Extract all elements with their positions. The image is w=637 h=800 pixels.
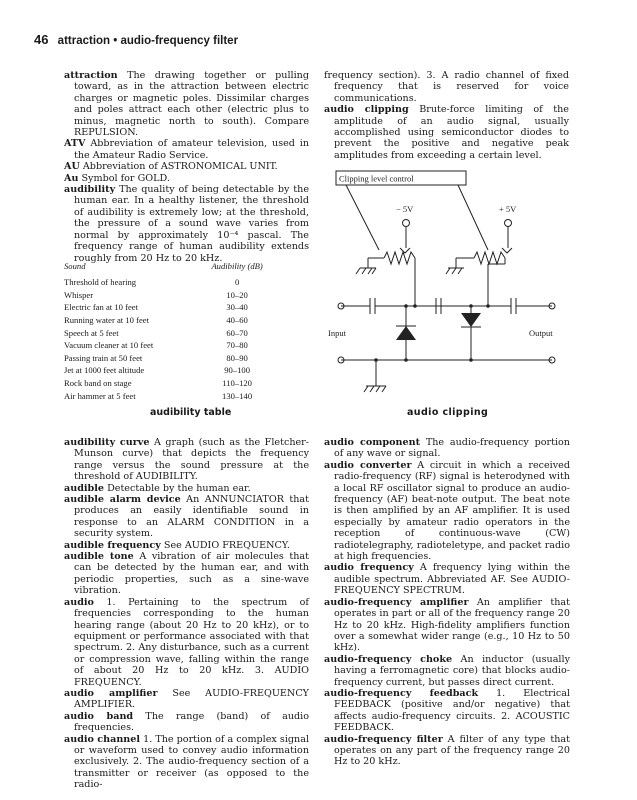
potentiometer-icon	[384, 252, 415, 264]
column-header: Audibility (dB)	[211, 261, 263, 271]
entry	[64, 437, 309, 483]
ground-icon	[364, 386, 368, 392]
db-cell: 60–70	[226, 327, 248, 338]
definition: A graph (such as the Fletcher-Munson curve) that depicts the frequency range versus the sound pressure at the threshold of AUDIBILITY.	[74, 437, 309, 483]
definition: An ANNUNCIATOR that produces an easily identifiable sound in response to an ALARM CONDITION in a security system.	[74, 494, 309, 540]
ground-icon	[446, 268, 450, 274]
headword: audio	[64, 596, 94, 608]
sound-cell: Passing train at 50 feet	[64, 352, 143, 363]
sound-cell: Running water at 10 feet	[64, 315, 149, 326]
wiper-arrow-icon	[400, 248, 410, 253]
running-header	[34, 32, 238, 47]
definition: 1. Electrical FEEDBACK (positive and/or negative) that affects audio-frequency circuits. 2. ACOUSTIC FEEDBACK.	[334, 687, 570, 734]
definition: Symbol for GOLD.	[81, 172, 170, 184]
ground-icon	[452, 268, 456, 274]
audibility-table	[64, 261, 274, 402]
diode-icon	[396, 326, 416, 340]
ground-icon	[376, 386, 380, 392]
potentiometer-icon	[474, 252, 505, 264]
entry	[64, 540, 309, 551]
table-row	[64, 314, 274, 327]
figure-caption: audio clipping	[407, 407, 489, 418]
definition: The audio-frequency portion of any wave or signal.	[334, 437, 570, 460]
input-label: Input	[328, 328, 346, 338]
headword: audio amplifier	[64, 687, 158, 699]
table-row	[64, 389, 274, 402]
headword: ATV	[64, 138, 86, 150]
table-row	[64, 276, 274, 289]
page-number: 46	[34, 32, 49, 47]
definition: 1. The portion of a complex signal or waveform used to convey audio information exclusively. 2. The audio-frequency section of a transmitter or receiver (as opposed to the radio-	[74, 733, 310, 791]
junction-dot	[486, 304, 490, 308]
headword: audibility curve	[64, 437, 150, 448]
terminal-icon	[403, 220, 410, 227]
entry	[64, 711, 309, 734]
definition: The quality of being detectable by the human ear. In a healthy listener, the threshold of audibility is extremely low; at the threshold, the pressure of a sound wave varies from normal by approximately 10⁻⁴ pascal. The frequency range of human audibility extends roughly from 20 Hz to 20 kHz.	[74, 184, 309, 264]
entry-continuation	[324, 70, 569, 104]
ground-icon	[368, 268, 372, 274]
headword: attraction	[64, 70, 118, 81]
headword: audio-frequency amplifier	[324, 596, 469, 608]
db-cell: 70–80	[226, 340, 248, 351]
column-header: Sound	[64, 261, 86, 271]
junction-dot	[469, 358, 473, 362]
entry	[64, 597, 309, 688]
headword: audio clipping	[324, 104, 409, 116]
db-cell: 30–40	[226, 302, 248, 313]
sound-cell: Air hammer at 5 feet	[64, 390, 136, 401]
ground-icon	[370, 386, 374, 392]
control-label: Clipping level control	[339, 173, 414, 184]
definition: Detectable by the human ear.	[107, 482, 251, 494]
sound-cell: Threshold of hearing	[64, 277, 137, 288]
left-column-bottom	[64, 437, 309, 791]
headword: audio band	[64, 710, 134, 722]
db-cell: 80–90	[226, 352, 248, 363]
sound-cell: Speech at 5 feet	[64, 327, 119, 338]
table-row	[64, 301, 274, 314]
entry	[324, 688, 570, 734]
definition: A circuit in which a received radio-frequency (RF) signal is heterodyned with a local RF oscillator signal to produce an audio-frequency (AF) beat-note output. The beat note is then amplified by an AF amplifier. It is used especially by amateur radio operators in the reception of continuous-wave (CW) radiotelegraphy, radioteletype, and packet radio at high frequencies.	[334, 459, 570, 563]
table-header-row	[64, 261, 274, 276]
definition: A frequency lying within the audible spectrum. Abbreviated AF. See AUDIO-FREQUENCY SPECTRUM.	[334, 562, 571, 597]
sound-cell: Rock band on stage	[64, 378, 132, 389]
headword: audio-frequency feedback	[324, 687, 479, 699]
sound-cell: Whisper	[64, 289, 94, 300]
wiper-arrow-icon	[502, 248, 512, 253]
entry	[324, 734, 570, 768]
db-cell: 90–100	[224, 365, 250, 376]
entry	[64, 483, 309, 494]
entry	[324, 654, 570, 688]
negative-supply-label: − 5V	[396, 204, 414, 214]
headword: audio-frequency filter	[324, 733, 443, 745]
db-cell: 110–120	[222, 378, 252, 389]
table-row	[64, 289, 274, 302]
definition: See AUDIO-FREQUENCY AMPLIFIER.	[74, 687, 309, 711]
table-row	[64, 377, 274, 390]
headword: audibility	[64, 184, 116, 196]
entry	[64, 161, 309, 172]
entry	[64, 688, 309, 711]
header-title: attraction • audio-frequency filter	[57, 35, 239, 47]
headword: audio-frequency choke	[324, 653, 453, 665]
ground-icon	[356, 268, 360, 274]
headword: audio component	[324, 437, 421, 448]
sound-cell: Vacuum cleaner at 10 feet	[64, 340, 154, 351]
junction-dot	[404, 304, 408, 308]
definition: A vibration of air molecules that can be detected by the human ear, and with periodic properties, such as a sine-wave vibration.	[74, 551, 310, 597]
headword: audible alarm device	[64, 494, 181, 506]
table-row	[64, 339, 274, 352]
left-column-top	[64, 70, 309, 264]
definition: An inductor (usually having a ferromagnetic core) that blocks audio-frequency current, but passes direct current.	[334, 653, 570, 688]
definition: The range (band) of audio frequencies.	[74, 710, 309, 734]
entry	[324, 597, 570, 654]
sound-cell: Electric fan at 10 feet	[64, 302, 138, 313]
headword: audio channel	[64, 733, 141, 745]
db-cell: 130–140	[222, 390, 253, 401]
audio-clipping-circuit	[316, 168, 580, 403]
pointer-line	[458, 185, 488, 250]
right-column-bottom	[324, 437, 570, 768]
sound-cell: Jet at 1000 feet altitude	[64, 365, 145, 376]
entry	[324, 104, 569, 161]
ground-icon	[458, 268, 462, 274]
entry	[64, 494, 309, 540]
junction-dot	[413, 304, 417, 308]
terminal-icon	[505, 220, 512, 227]
definition: Abbreviation of ASTRONOMICAL UNIT.	[82, 161, 278, 173]
junction-dot	[374, 358, 378, 362]
table-row	[64, 326, 274, 339]
junction-dot	[404, 358, 408, 362]
entry	[64, 173, 309, 184]
entry	[324, 437, 570, 460]
headword: audible	[64, 482, 105, 494]
entry	[64, 184, 309, 264]
entry	[324, 460, 570, 563]
headword: audio frequency	[324, 562, 414, 574]
junction-dot	[469, 304, 473, 308]
entry	[64, 70, 309, 138]
definition: The drawing together or pulling toward, as in the attraction between electric charges or magnetic poles. Dissimilar charges and poles attract each other (electric plus to minus, magnetic north to south). Compare REPULSION.	[74, 70, 309, 139]
ground-icon	[382, 386, 386, 392]
output-label: Output	[529, 328, 553, 338]
headword: AU	[64, 161, 80, 173]
ground-icon	[372, 268, 376, 274]
pointer-line	[346, 185, 379, 250]
definition: Abbreviation of amateur television, used in the Amateur Radio Service.	[74, 138, 309, 161]
entry	[64, 138, 309, 161]
definition: Brute-force limiting of the amplitude of an audio signal, usually accomplished using semiconductor diodes to prevent the positive and negative peak amplitudes from exceeding a certain level.	[334, 104, 569, 161]
headword: Au	[64, 172, 79, 184]
headword: audible tone	[64, 551, 134, 563]
definition: See AUDIO FREQUENCY.	[163, 539, 290, 551]
db-cell: 0	[234, 277, 240, 288]
table-row	[64, 352, 274, 365]
definition: frequency section). 3. A radio channel of fixed frequency that is reserved for voice communications.	[324, 70, 569, 104]
entry	[64, 734, 309, 791]
entry	[324, 562, 570, 596]
definition: 1. Pertaining to the spectrum of frequencies corresponding to the human hearing range (about 20 Hz to 20 kHz), or to equipment or performance associated with that spectrum. 2. Any disturbance, such as a current or compression wave, falling within the range of about 20 Hz to 20 kHz. 3. AUDIO FREQUENCY.	[74, 596, 309, 688]
ground-icon	[362, 268, 366, 274]
db-cell: 40–60	[226, 315, 248, 326]
definition: A filter of any type that operates on any part of the frequency range 20 Hz to 20 kHz.	[334, 733, 570, 768]
headword: audio converter	[324, 459, 412, 471]
definition: An amplifier that operates in part or all of the frequency range 20 Hz to 20 kHz. High-fidelity amplifiers function over a somewhat wider range (e.g., 10 Hz to 50 kHz).	[334, 596, 570, 654]
entry	[64, 551, 309, 597]
diode-icon	[461, 313, 481, 327]
positive-supply-label: + 5V	[499, 204, 517, 214]
headword: audible frequency	[64, 539, 161, 551]
table-caption: audibility table	[150, 407, 232, 418]
table-row	[64, 364, 274, 377]
db-cell: 10–20	[226, 289, 248, 300]
right-column-top	[324, 70, 569, 161]
